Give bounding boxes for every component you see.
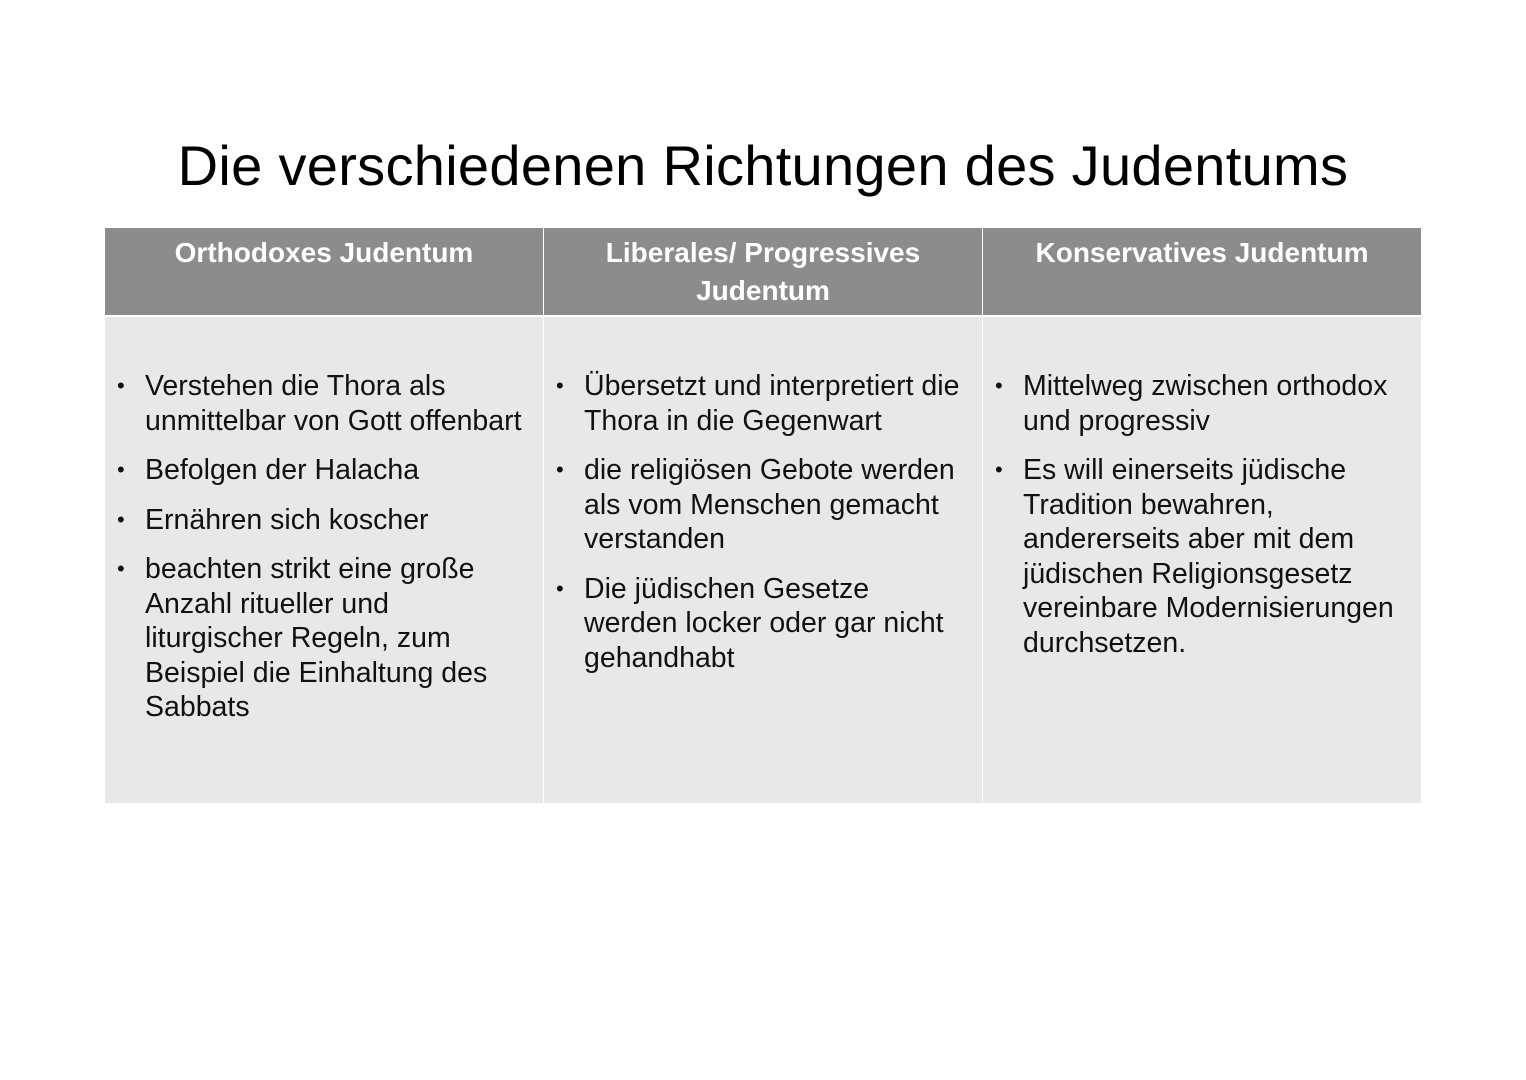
column-body-orthodox [105, 317, 543, 803]
comparison-table [105, 228, 1421, 803]
bullet-icon: • [995, 457, 1003, 482]
list-item-text: Mittelweg zwischen orthodox und progressiv [1023, 370, 1388, 437]
bullet-icon: • [117, 373, 125, 398]
bullet-list [115, 369, 531, 725]
bullet-icon: • [556, 575, 564, 601]
column-header-conservative: Konservatives Judentum [983, 228, 1421, 315]
list-item [993, 369, 1409, 438]
bullet-list [993, 369, 1409, 660]
bullet-icon: • [556, 373, 564, 398]
list-item-text: Verstehen die Thora als unmittelbar von Gott offenbart [145, 370, 522, 437]
column-header-orthodox: Orthodoxes Judentum [105, 228, 543, 315]
list-item [115, 552, 531, 725]
column-body-liberal [544, 317, 982, 803]
list-item-text: Übersetzt und interpretiert die Thora in die Gegenwart [584, 370, 960, 437]
bullet-icon: • [117, 556, 125, 581]
list-item [554, 572, 970, 676]
list-item-text: die religiösen Gebote werden als vom Menschen gemacht verstanden [584, 454, 955, 555]
list-item [115, 369, 531, 438]
bullet-icon: • [556, 457, 564, 482]
list-item [554, 453, 970, 557]
list-item [993, 453, 1409, 660]
bullet-icon: • [117, 457, 125, 482]
list-item-text: beachten strikt eine große Anzahl ritueller und liturgischer Regeln, zum Beispiel die Einhaltung des Sabbats [145, 553, 488, 723]
list-item [115, 503, 531, 538]
bullet-icon: • [995, 373, 1003, 398]
list-item-text: Es will einerseits jüdische Tradition bewahren, andererseits aber mit dem jüdischen Religionsgesetz vereinbare Modernisierungen durchsetzen. [1023, 454, 1394, 659]
list-item-text: Die jüdischen Gesetze werden locker oder gar nicht gehandhabt [584, 572, 944, 674]
column-header-liberal: Liberales/ Progressives Judentum [544, 228, 982, 315]
list-item [554, 369, 970, 438]
column-body-conservative [983, 317, 1421, 803]
list-item [115, 453, 531, 488]
page-title: Die verschiedenen Richtungen des Judentums [177, 133, 1349, 197]
list-item-text: Ernähren sich koscher [145, 503, 429, 536]
list-item-text: Befolgen der Halacha [145, 454, 420, 486]
bullet-icon: • [117, 506, 125, 532]
bullet-list [554, 369, 970, 675]
